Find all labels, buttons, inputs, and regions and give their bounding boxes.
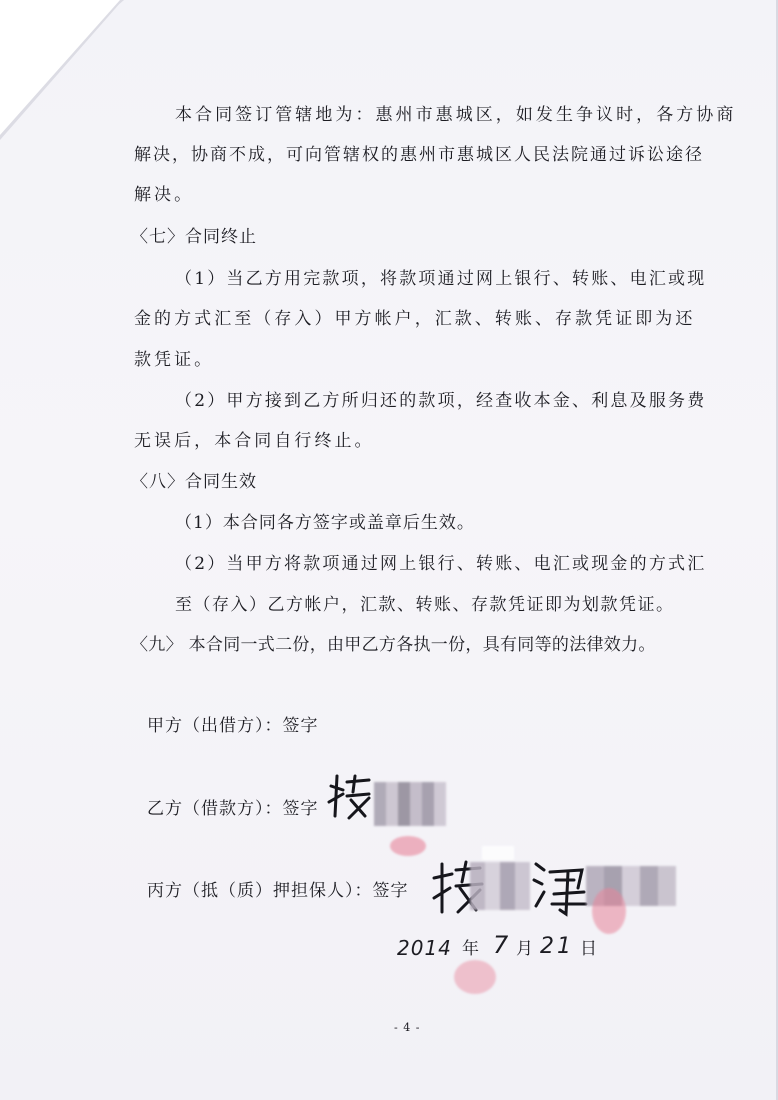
page-number: - 4 - [394,1021,421,1034]
party-c-signature-label: 丙方（抵（质）押担保人）：签字 [147,881,409,901]
section-8-heading: 〈八〉合同生效 [131,472,257,492]
party-b-fingerprint [390,836,426,856]
date-fingerprint [454,960,496,994]
party-b-handwritten-signature [325,772,375,822]
section-7-item-1-line-3: 款凭证。 [134,350,215,370]
party-b-redaction [374,782,446,826]
section-7-item-2-line-2: 无误后，本合同自行终止。 [134,431,375,451]
section-7-heading: 〈七〉合同终止 [131,227,257,247]
date-ri-label: 日 [580,939,601,959]
section-8-item-2-line-2: 至（存入）乙方帐户，汇款、转账、存款凭证即为划款凭证。 [175,595,675,615]
jurisdiction-line-2: 解决，协商不成，可向管辖权的惠州市惠城区人民法院通过诉讼途径 [134,145,704,165]
date-yue-label: 月 [516,939,537,959]
jurisdiction-line-3: 解决。 [134,185,195,205]
party-c-handwritten-signature-2 [530,858,590,918]
date-day: 21 [540,934,575,959]
jurisdiction-line-1: 本合同签订管辖地为：惠州市惠城区，如发生争议时，各方协商 [175,105,737,125]
section-9: 〈九〉 本合同一式二份，由甲乙方各执一份，具有同等的法律效力。 [131,635,656,655]
section-7-item-1-line-1: （1）当乙方用完款项，将款项通过网上银行、转账、电汇或现 [175,269,707,289]
date-nian-label: 年 [462,939,483,959]
party-c-redaction-1 [470,862,530,910]
section-8-item-1: （1）本合同各方签字或盖章后生效。 [175,513,475,533]
party-c-scribble-highlight [482,846,514,860]
section-8-item-2-line-1: （2）当甲方将款项通过网上银行、转账、电汇或现金的方式汇 [175,554,707,574]
section-7-item-1-line-2: 金的方式汇至（存入）甲方帐户，汇款、转账、存款凭证即为还 [134,309,696,329]
section-7-item-2-line-1: （2）甲方接到乙方所归还的款项，经查收本金、利息及服务费 [175,391,707,411]
date-year: 2014 [397,936,452,960]
party-c-fingerprint [592,888,626,934]
party-a-signature-label: 甲方（出借方）：签字 [147,716,319,736]
page-fold-corner [0,0,120,135]
date-month: 7 [493,931,512,959]
party-b-signature-label: 乙方（借款方）：签字 [147,799,319,819]
